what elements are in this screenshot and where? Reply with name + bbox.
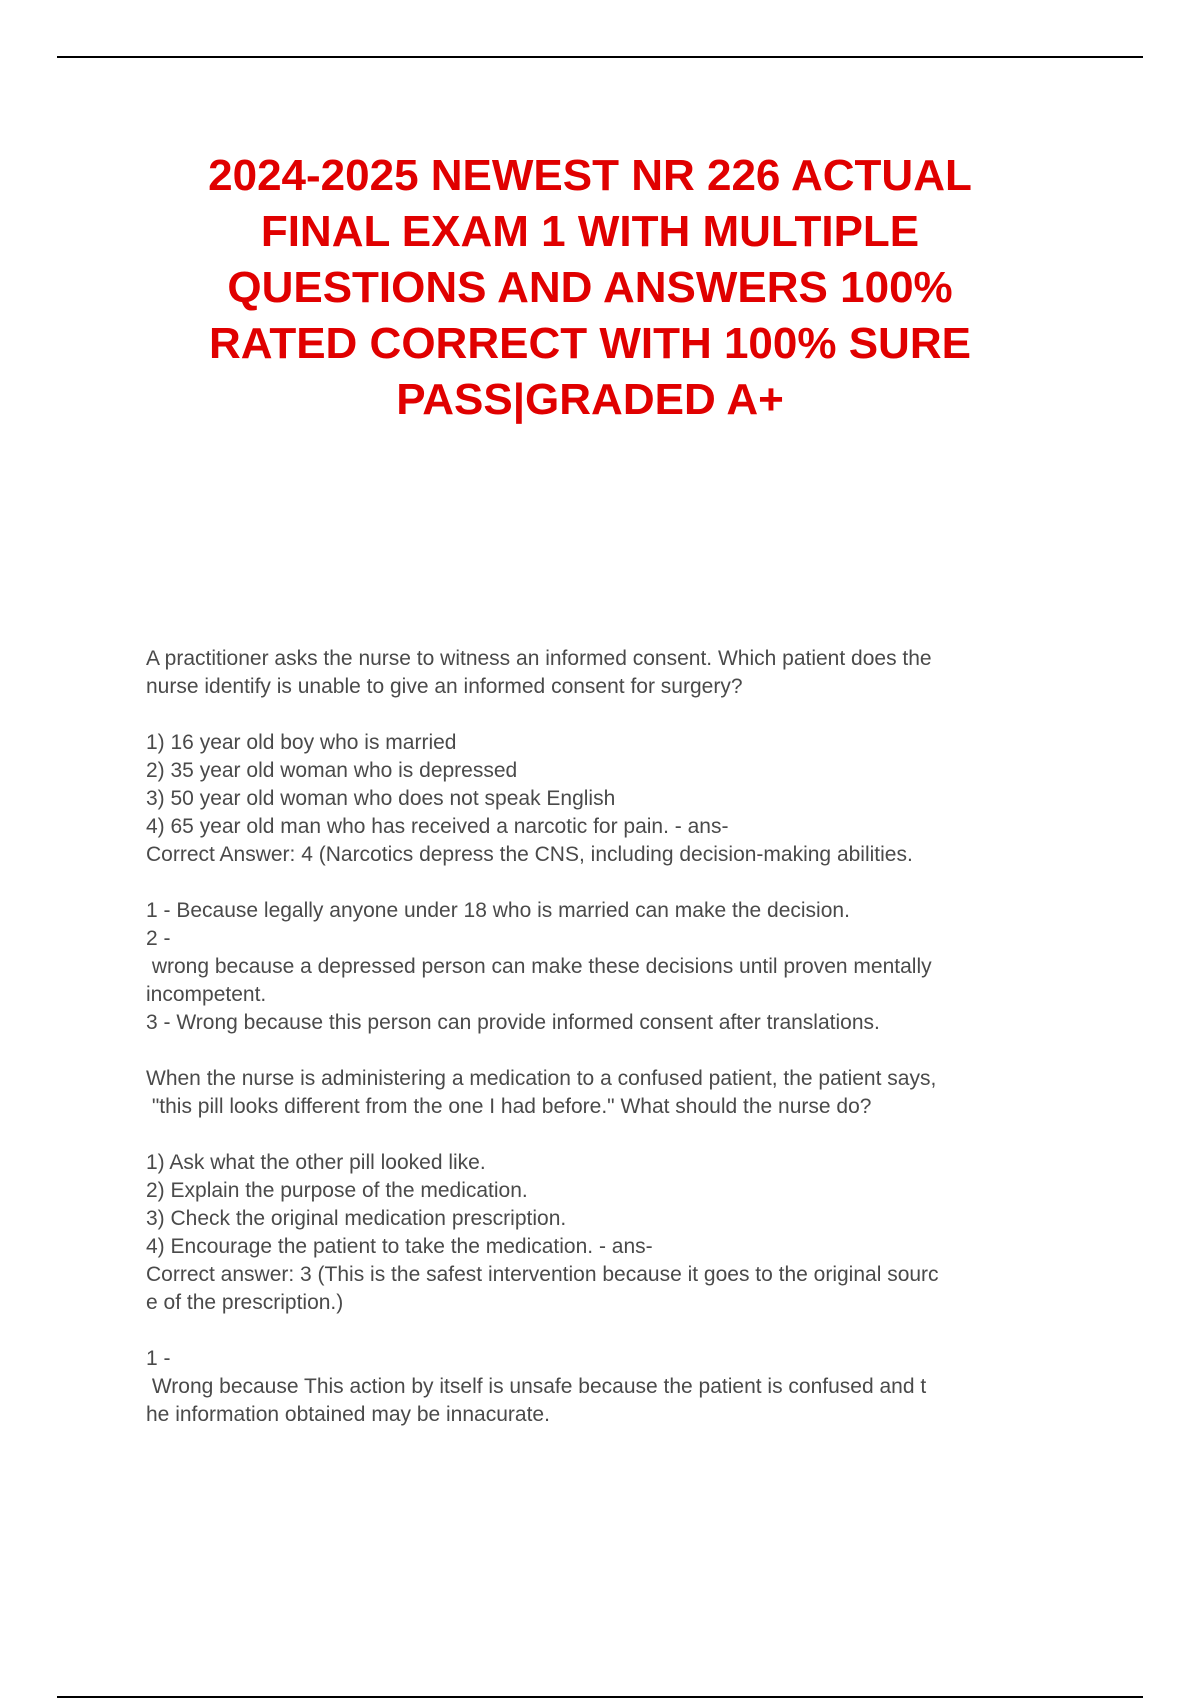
rationale-line: 1 - [146,1347,171,1370]
title-line: FINAL EXAM 1 WITH MULTIPLE [260,207,920,256]
question-1 [146,645,1106,1037]
bottom-rule [57,1696,1143,1698]
rationale-line: 3 - Wrong because this person can provide informed consent after translations. [146,1011,880,1034]
rationale-line: 1 - Because legally anyone under 18 who is married can make the decision. [146,899,850,922]
rationale-line: he information obtained may be innacurate. [146,1403,550,1426]
question-2 [146,1065,1106,1429]
answer-option: 4) Encourage the patient to take the medication. - ans- [146,1235,653,1258]
document-title [120,148,1060,428]
title-line: QUESTIONS AND ANSWERS 100% [227,263,953,312]
title-line: 2024-2025 NEWEST NR 226 ACTUAL [208,151,972,200]
correct-answer: Correct answer: 3 (This is the safest intervention because it goes to the original sourc [146,1263,939,1286]
answer-option: 1) 16 year old boy who is married [146,731,457,754]
answer-option: 2) Explain the purpose of the medication. [146,1179,528,1202]
correct-answer: e of the prescription.) [146,1291,344,1314]
question-stem: "this pill looks different from the one I had before." What should the nurse do? [146,1095,872,1118]
answer-option: 1) Ask what the other pill looked like. [146,1151,486,1174]
question-stem: A practitioner asks the nurse to witness an informed consent. Which patient does the [146,647,932,670]
rationale-line: Wrong because This action by itself is unsafe because the patient is confused and t [146,1375,927,1398]
rationale-line: incompetent. [146,983,267,1006]
document-body [146,645,1106,1429]
correct-answer: Correct Answer: 4 (Narcotics depress the CNS, including decision-making abilities. [146,843,913,866]
question-stem: nurse identify is unable to give an informed consent for surgery? [146,675,743,698]
top-rule [57,56,1143,58]
question-stem: When the nurse is administering a medication to a confused patient, the patient says, [146,1067,937,1090]
answer-option: 3) Check the original medication prescription. [146,1207,567,1230]
rationale-line: 2 - [146,927,171,950]
title-line: RATED CORRECT WITH 100% SURE [209,319,971,368]
answer-option: 2) 35 year old woman who is depressed [146,759,518,782]
title-line: PASS|GRADED A+ [396,375,784,424]
rationale-line: wrong because a depressed person can make these decisions until proven mentally [146,955,932,978]
answer-option: 3) 50 year old woman who does not speak English [146,787,616,810]
answer-option: 4) 65 year old man who has received a narcotic for pain. - ans- [146,815,729,838]
